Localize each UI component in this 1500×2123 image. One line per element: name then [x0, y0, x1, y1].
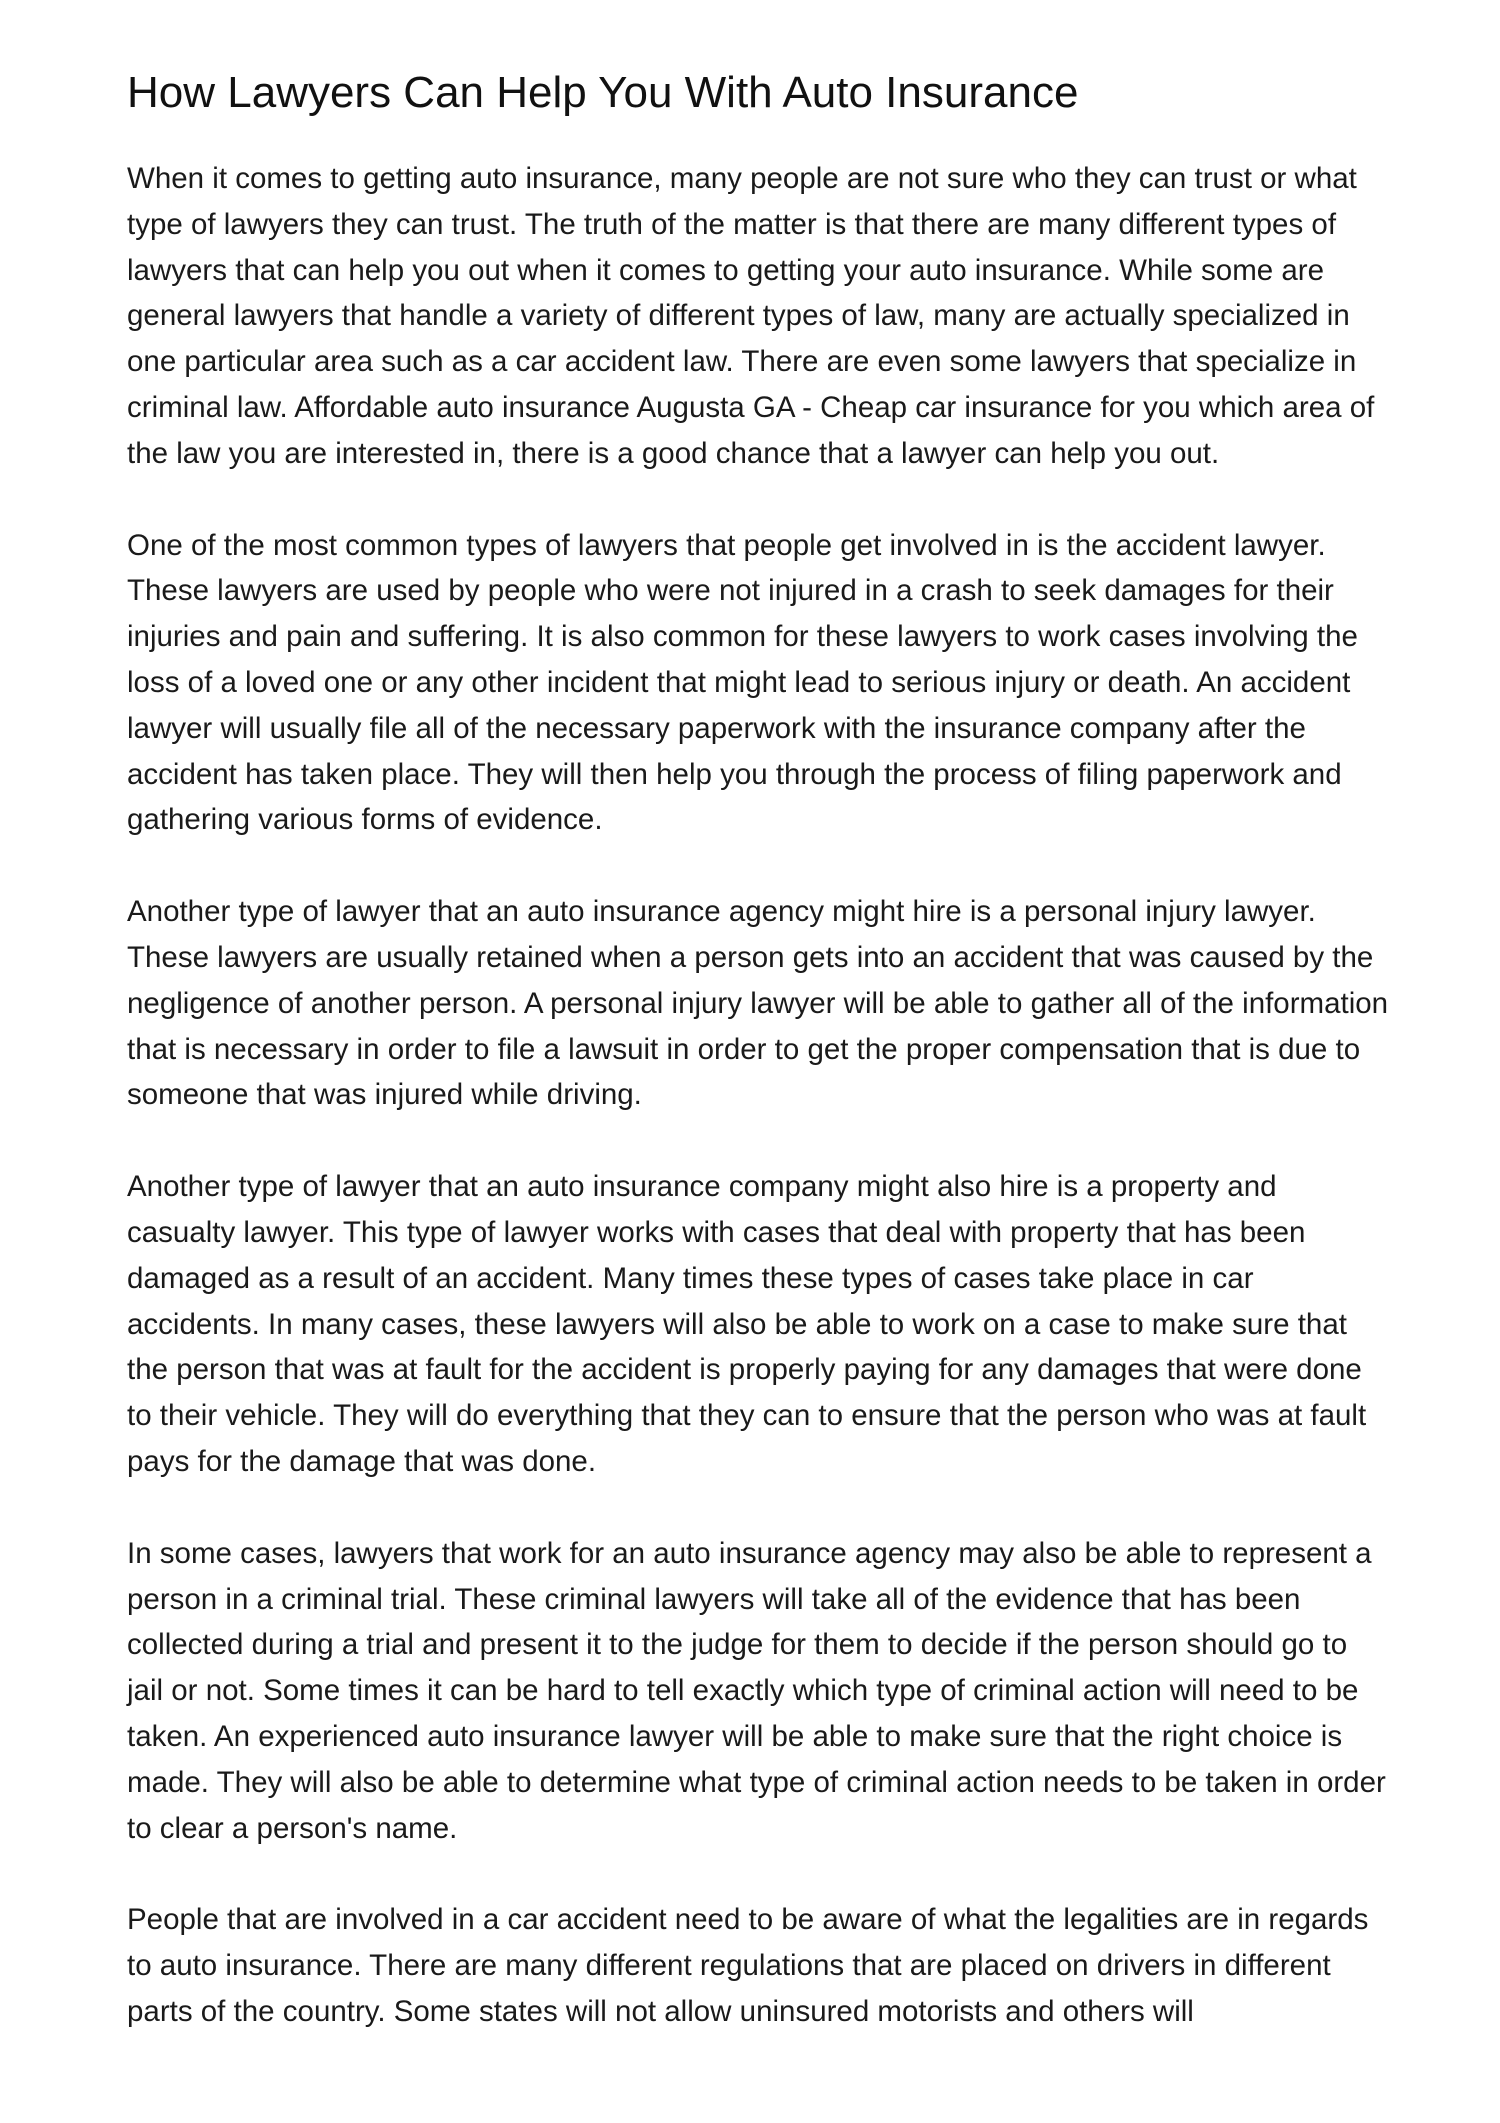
paragraph-accident-lawyer: One of the most common types of lawyers that people get involved in is the accident lawyer. These lawyers are used by people who were not injured in a crash to seek damages for their injuries and pain and suffering. It is also common for these lawyers to work cases involving the loss of a loved one or any other incident that might lead to serious injury or death. An accident lawyer will usually file all of the necessary paperwork with the insurance company after the accident has taken place. They will then help you through the process of filing paperwork and gathering various forms of evidence.	[127, 528, 1358, 837]
page-title: How Lawyers Can Help You With Auto Insurance	[127, 68, 1079, 117]
paragraph-personal-injury-lawyer: Another type of lawyer that an auto insurance agency might hire is a personal injury lawyer. These lawyers are usually retained when a person gets into an accident that was caused by the negligence of another person. A personal injury lawyer will be able to gather all of the information that is necessary in order to file a lawsuit in order to get the proper compensation that is due to someone that was injured while driving.	[127, 895, 1389, 1112]
paragraph-criminal-lawyer: In some cases, lawyers that work for an auto insurance agency may also be able to represent a person in a criminal trial. These criminal lawyers will take all of the evidence that has been collected during a trial and present it to the judge for them to decide if the person should go to jail or not. Some times it can be hard to tell exactly which type of criminal action will need to be taken. An experienced auto insurance lawyer will be able to make sure that the right choice is made. They will also be able to determine what type of criminal action needs to be taken in order to clear a person's name.	[127, 1536, 1386, 1845]
paragraph-property-casualty-lawyer: Another type of lawyer that an auto insurance company might also hire is a property and casualty lawyer. This type of lawyer works with cases that deal with property that has been damaged as a result of an accident. Many times these types of cases take place in car accidents. In many cases, these lawyers will also be able to work on a case to make sure that the person that was at fault for the accident is properly paying for any damages that were done to their vehicle. They will do everything that they can to ensure that the person who was at fault pays for the damage that was done.	[127, 1170, 1367, 1478]
paragraph-legalities: People that are involved in a car accident need to be aware of what the legalities are in regards to auto insurance. There are many different regulations that are placed on drivers in different parts of the country. Some states will not allow uninsured motorists and others will	[127, 1903, 1369, 2028]
document-page	[127, 66, 1389, 2035]
paragraph-intro: When it comes to getting auto insurance, many people are not sure who they can trust or what type of lawyers they can trust. The truth of the matter is that there are many different types of lawyers that can help you out when it comes to getting your auto insurance. While some are general lawyers that handle a variety of different types of law, many are actually specialized in one particular area such as a car accident law. There are even some lawyers that specialize in criminal law. Affordable auto insurance Augusta GA - Cheap car insurance for you which area of the law you are interested in, there is a good chance that a lawyer can help you out.	[127, 162, 1375, 470]
